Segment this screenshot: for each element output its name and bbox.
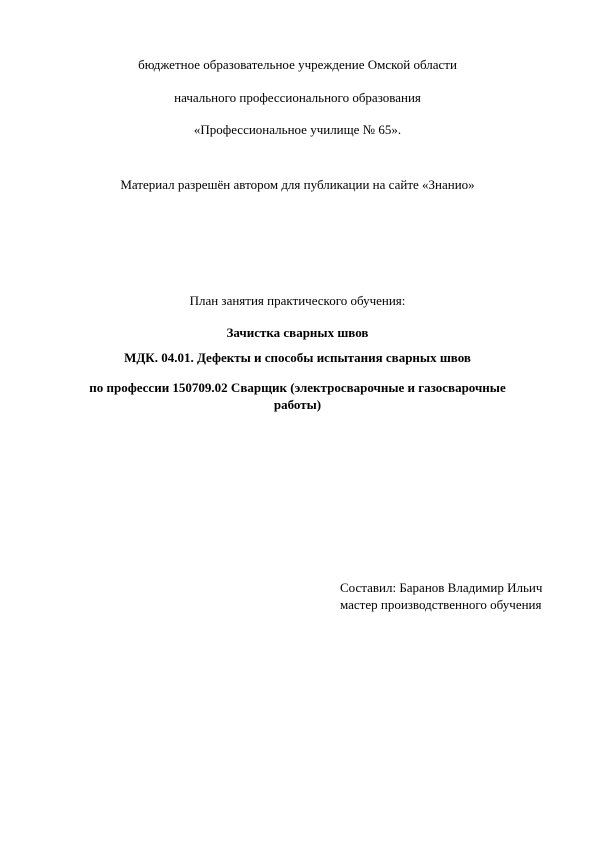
plan-title: План занятия практического обучения: (189, 293, 406, 308)
author-position: мастер производственного обучения (340, 597, 542, 612)
profession-line-1: по профессии 150709.02 Сварщик (электросварочные и газосварочные (89, 380, 506, 395)
publication-permission: Материал разрешён автором для публикации на сайте «Знанио» (120, 177, 475, 192)
institution-line-1: бюджетное образовательное учреждение Омской области (138, 57, 457, 72)
institution-line-2: начального профессионального образования (174, 90, 421, 105)
course-module: МДК. 04.01. Дефекты и способы испытания сварных швов (124, 350, 471, 365)
lesson-topic: Зачистка сварных швов (226, 325, 369, 340)
profession-line-2: работы) (273, 397, 322, 412)
author-name: Составил: Баранов Владимир Ильич (340, 580, 543, 595)
institution-name: «Профессиональное училище № 65». (193, 122, 402, 137)
